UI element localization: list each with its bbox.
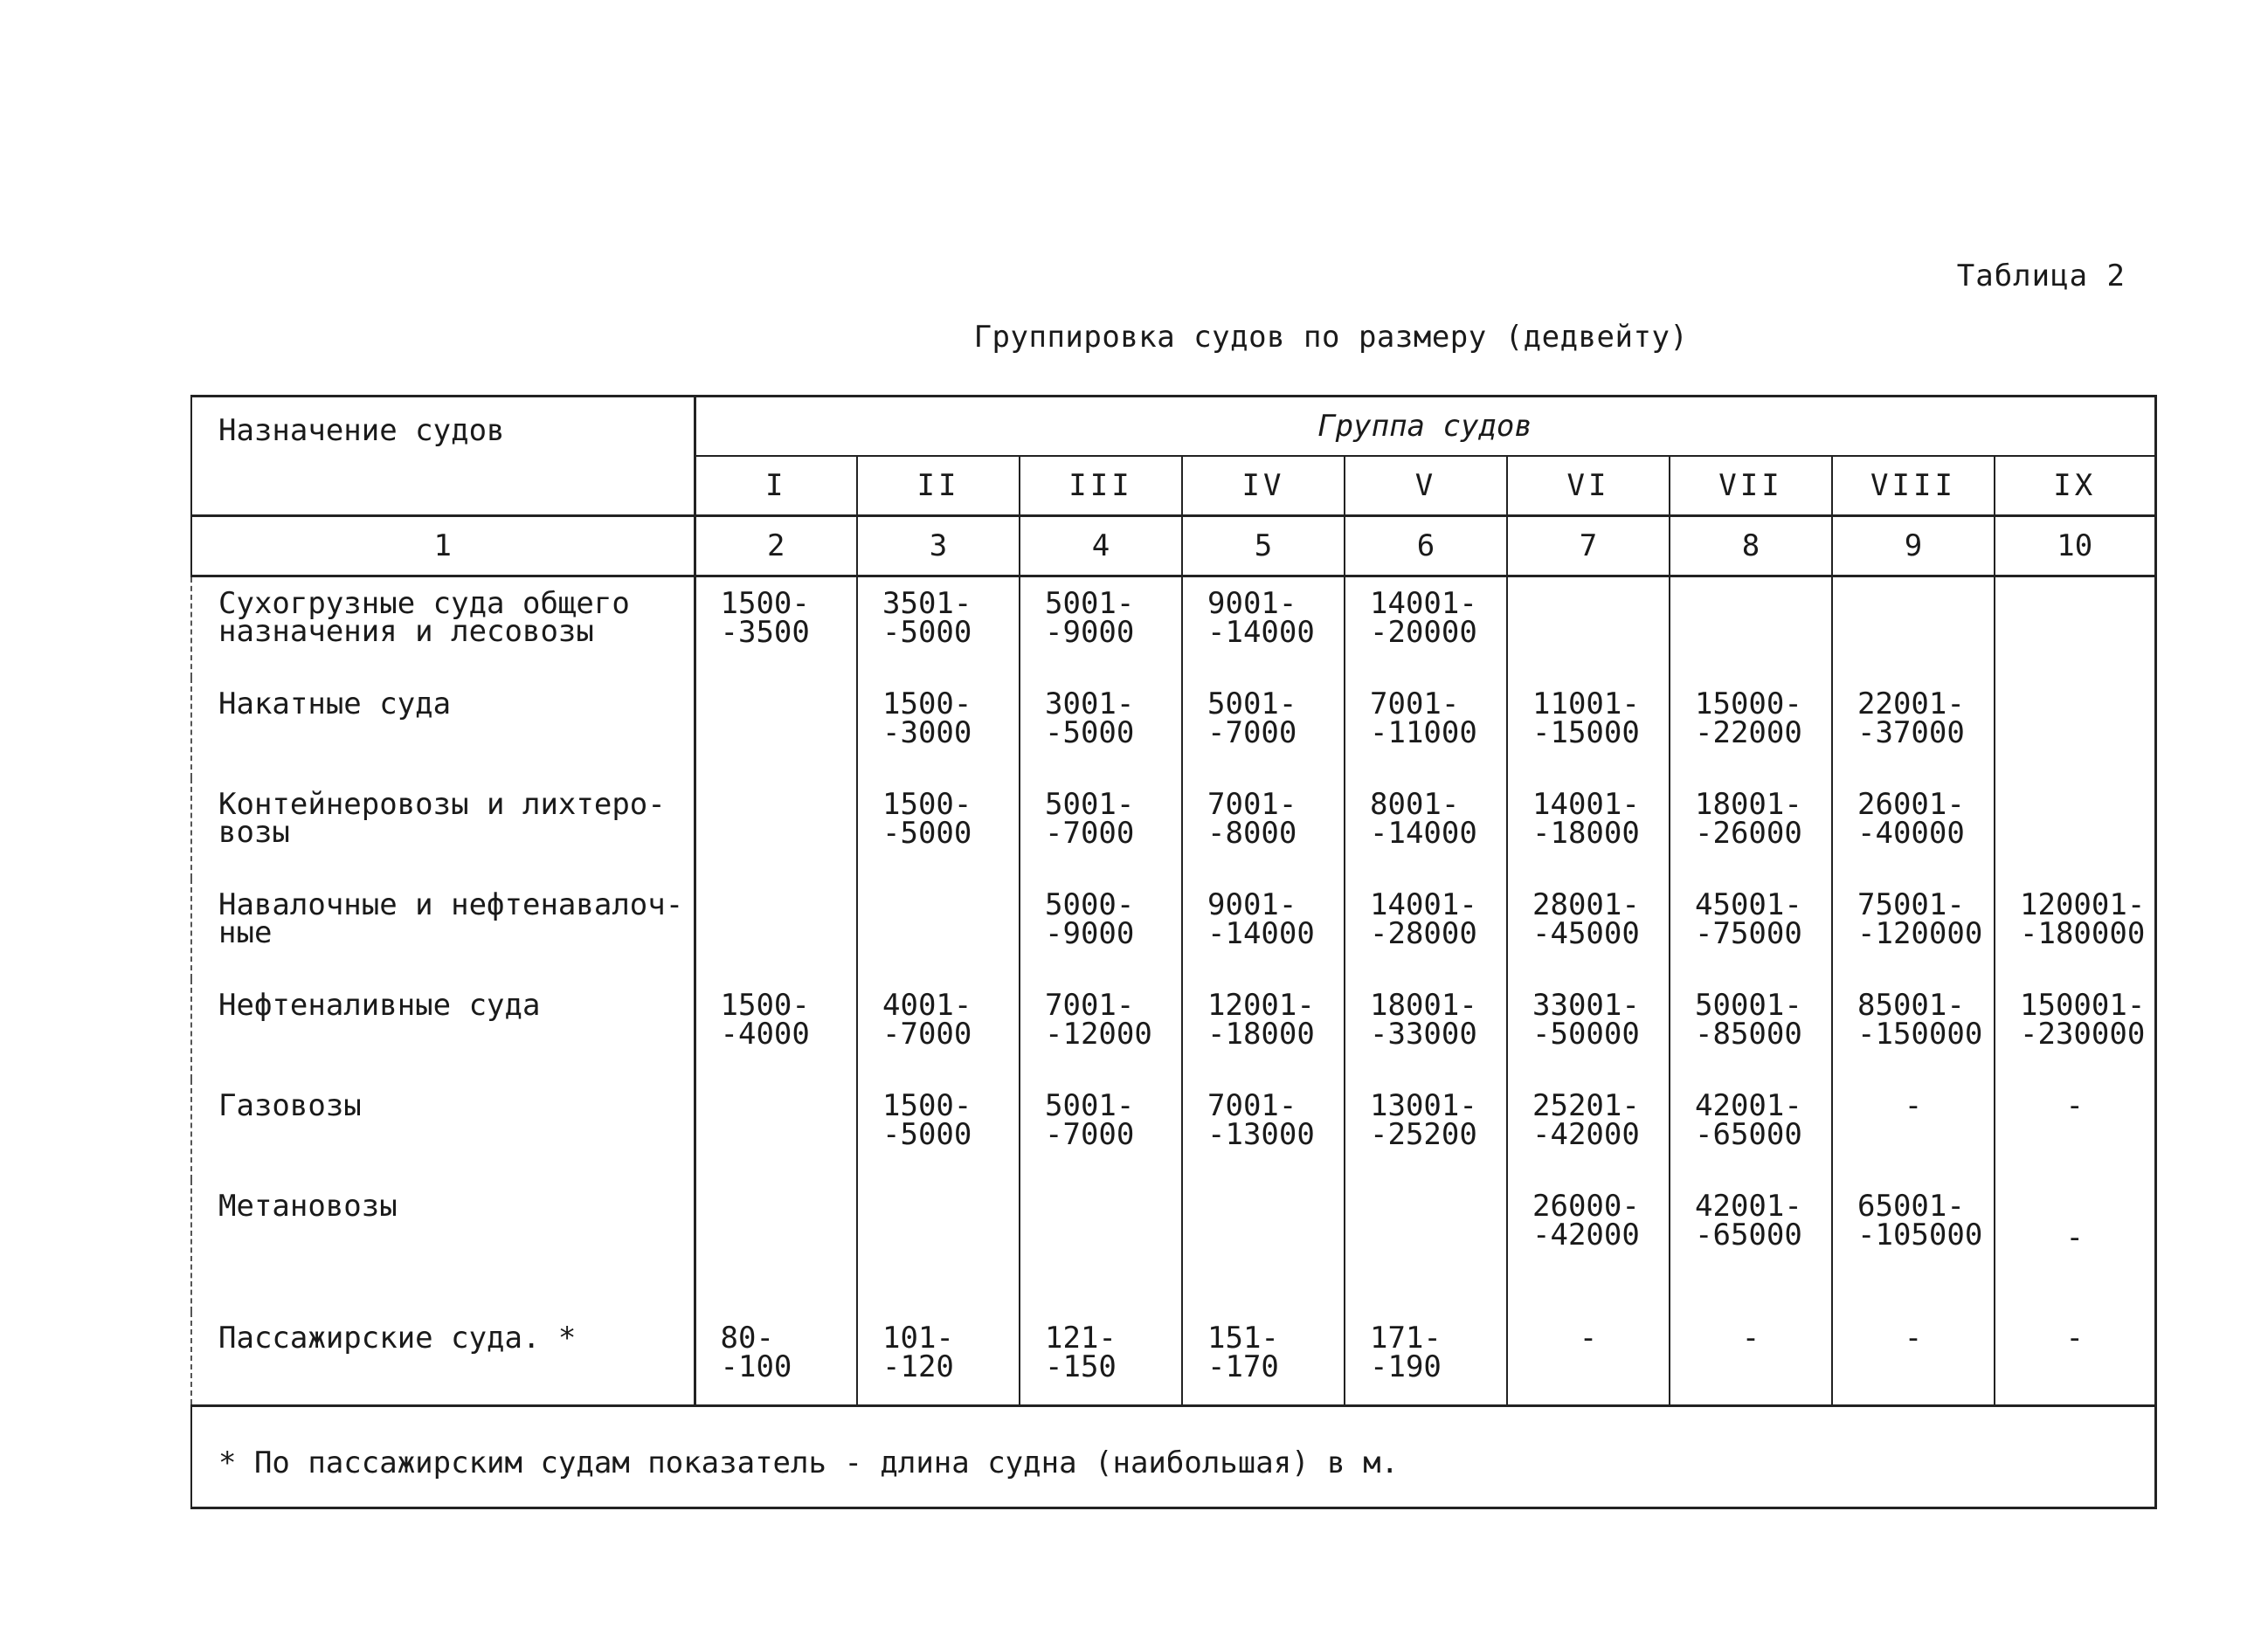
- vessel-purpose-cell: Контейнеровозы и лихтеро- возы: [191, 778, 695, 879]
- deadweight-range-cell: 5001- -7000: [1182, 678, 1345, 778]
- vessel-groups-table: [190, 395, 2157, 1509]
- group-header-5: V: [1345, 456, 1507, 516]
- deadweight-range-cell: 3001- -5000: [1020, 678, 1182, 778]
- column-number: 2: [695, 516, 857, 576]
- vessel-purpose-cell: Метановозы: [191, 1180, 695, 1312]
- group-header-1: I: [695, 456, 857, 516]
- group-header-4: IV: [1182, 456, 1345, 516]
- table-row: [191, 879, 2155, 979]
- deadweight-range-cell: 9001- -14000: [1182, 576, 1345, 679]
- deadweight-range-cell: [1507, 576, 1670, 679]
- deadweight-range-cell: 120001- -180000: [1995, 879, 2155, 979]
- deadweight-range-cell: [1182, 1180, 1345, 1312]
- deadweight-range-cell: 5001- -9000: [1020, 576, 1182, 679]
- deadweight-range-cell: 12001- -18000: [1182, 979, 1345, 1080]
- column-number: 1: [191, 516, 695, 576]
- deadweight-range-cell: 15000- -22000: [1670, 678, 1832, 778]
- deadweight-range-cell: 121- -150: [1020, 1312, 1182, 1406]
- deadweight-range-cell: -: [1995, 1312, 2155, 1406]
- group-header-9: IX: [1995, 456, 2155, 516]
- table-row: [191, 1180, 2155, 1312]
- deadweight-range-cell: [1345, 1180, 1507, 1312]
- deadweight-range-cell: 42001- -65000: [1670, 1080, 1832, 1180]
- deadweight-range-cell: 14001- -20000: [1345, 576, 1507, 679]
- deadweight-range-cell: 7001- -11000: [1345, 678, 1507, 778]
- deadweight-range-cell: [857, 879, 1020, 979]
- deadweight-range-cell: [695, 678, 857, 778]
- deadweight-range-cell: 18001- -26000: [1670, 778, 1832, 879]
- table-row: [191, 678, 2155, 778]
- header-vessel-purpose: Назначение судов: [191, 397, 695, 516]
- deadweight-range-cell: 80- -100: [695, 1312, 857, 1406]
- deadweight-range-cell: -: [1507, 1312, 1670, 1406]
- deadweight-range-cell: 5001- -7000: [1020, 1080, 1182, 1180]
- deadweight-range-cell: [695, 879, 857, 979]
- deadweight-range-cell: 33001- -50000: [1507, 979, 1670, 1080]
- deadweight-range-cell: 25201- -42000: [1507, 1080, 1670, 1180]
- vessel-purpose-cell: Сухогрузные суда общего назначения и лесовозы: [191, 576, 695, 679]
- deadweight-range-cell: 85001- -150000: [1832, 979, 1995, 1080]
- deadweight-range-cell: [695, 1080, 857, 1180]
- deadweight-range-cell: 151- -170: [1182, 1312, 1345, 1406]
- deadweight-range-cell: 50001- -85000: [1670, 979, 1832, 1080]
- column-number: 3: [857, 516, 1020, 576]
- deadweight-range-cell: 5000- -9000: [1020, 879, 1182, 979]
- deadweight-range-cell: 1500- -5000: [857, 778, 1020, 879]
- deadweight-range-cell: 9001- -14000: [1182, 879, 1345, 979]
- deadweight-range-cell: 171- -190: [1345, 1312, 1507, 1406]
- deadweight-range-cell: 1500- -3000: [857, 678, 1020, 778]
- deadweight-range-cell: 1500- -5000: [857, 1080, 1020, 1180]
- vessel-purpose-cell: Накатные суда: [191, 678, 695, 778]
- deadweight-range-cell: [1995, 778, 2155, 879]
- column-number: 10: [1995, 516, 2155, 576]
- column-number: 6: [1345, 516, 1507, 576]
- vessel-purpose-cell: Газовозы: [191, 1080, 695, 1180]
- deadweight-range-cell: -: [1995, 1180, 2155, 1312]
- vessel-purpose-cell: Нефтеналивные суда: [191, 979, 695, 1080]
- group-header-2: II: [857, 456, 1020, 516]
- deadweight-range-cell: [1832, 576, 1995, 679]
- deadweight-range-cell: 5001- -7000: [1020, 778, 1182, 879]
- table-row: [191, 778, 2155, 879]
- group-header-8: VIII: [1832, 456, 1995, 516]
- table-row: [191, 979, 2155, 1080]
- deadweight-range-cell: -: [1832, 1312, 1995, 1406]
- deadweight-range-cell: 42001- -65000: [1670, 1180, 1832, 1312]
- deadweight-range-cell: 150001- -230000: [1995, 979, 2155, 1080]
- deadweight-range-cell: 11001- -15000: [1507, 678, 1670, 778]
- table-footnote: * По пассажирским судам показатель - длина судна (наибольшая) в м.: [191, 1406, 2155, 1508]
- table-title: Группировка судов по размеру (дедвейту): [973, 320, 1689, 355]
- deadweight-range-cell: -: [1832, 1080, 1995, 1180]
- deadweight-range-cell: 13001- -25200: [1345, 1080, 1507, 1180]
- deadweight-range-cell: 3501- -5000: [857, 576, 1020, 679]
- deadweight-range-cell: 18001- -33000: [1345, 979, 1507, 1080]
- header-vessel-group: Группа судов: [695, 397, 2155, 457]
- deadweight-range-cell: 1500- -3500: [695, 576, 857, 679]
- deadweight-range-cell: 14001- -18000: [1507, 778, 1670, 879]
- deadweight-range-cell: [1020, 1180, 1182, 1312]
- deadweight-range-cell: [695, 778, 857, 879]
- column-number: 9: [1832, 516, 1995, 576]
- deadweight-range-cell: 45001- -75000: [1670, 879, 1832, 979]
- deadweight-range-cell: 22001- -37000: [1832, 678, 1995, 778]
- deadweight-range-cell: 65001- -105000: [1832, 1180, 1995, 1312]
- deadweight-range-cell: [1995, 678, 2155, 778]
- deadweight-range-cell: 7001- -12000: [1020, 979, 1182, 1080]
- deadweight-range-cell: -: [1670, 1312, 1832, 1406]
- deadweight-range-cell: 101- -120: [857, 1312, 1020, 1406]
- deadweight-range-cell: 26000- -42000: [1507, 1180, 1670, 1312]
- table-row: [191, 576, 2155, 679]
- vessel-purpose-cell: Пассажирские суда. *: [191, 1312, 695, 1406]
- deadweight-range-cell: 7001- -13000: [1182, 1080, 1345, 1180]
- column-number: 4: [1020, 516, 1182, 576]
- deadweight-range-cell: [695, 1180, 857, 1312]
- deadweight-range-cell: [1670, 576, 1832, 679]
- deadweight-range-cell: 26001- -40000: [1832, 778, 1995, 879]
- deadweight-range-cell: 75001- -120000: [1832, 879, 1995, 979]
- deadweight-range-cell: 8001- -14000: [1345, 778, 1507, 879]
- column-number: 8: [1670, 516, 1832, 576]
- deadweight-range-cell: 28001- -45000: [1507, 879, 1670, 979]
- group-header-7: VII: [1670, 456, 1832, 516]
- table-row: [191, 1080, 2155, 1180]
- deadweight-range-cell: 4001- -7000: [857, 979, 1020, 1080]
- deadweight-range-cell: [1995, 576, 2155, 679]
- vessel-purpose-cell: Навалочные и нефтенавалоч- ные: [191, 879, 695, 979]
- deadweight-range-cell: [857, 1180, 1020, 1312]
- group-header-3: III: [1020, 456, 1182, 516]
- deadweight-range-cell: 7001- -8000: [1182, 778, 1345, 879]
- deadweight-range-cell: 1500- -4000: [695, 979, 857, 1080]
- table-label: Таблица 2: [1956, 259, 2126, 293]
- column-number: 7: [1507, 516, 1670, 576]
- table-row: [191, 1312, 2155, 1406]
- group-header-6: VI: [1507, 456, 1670, 516]
- deadweight-range-cell: -: [1995, 1080, 2155, 1180]
- column-number: 5: [1182, 516, 1345, 576]
- deadweight-range-cell: 14001- -28000: [1345, 879, 1507, 979]
